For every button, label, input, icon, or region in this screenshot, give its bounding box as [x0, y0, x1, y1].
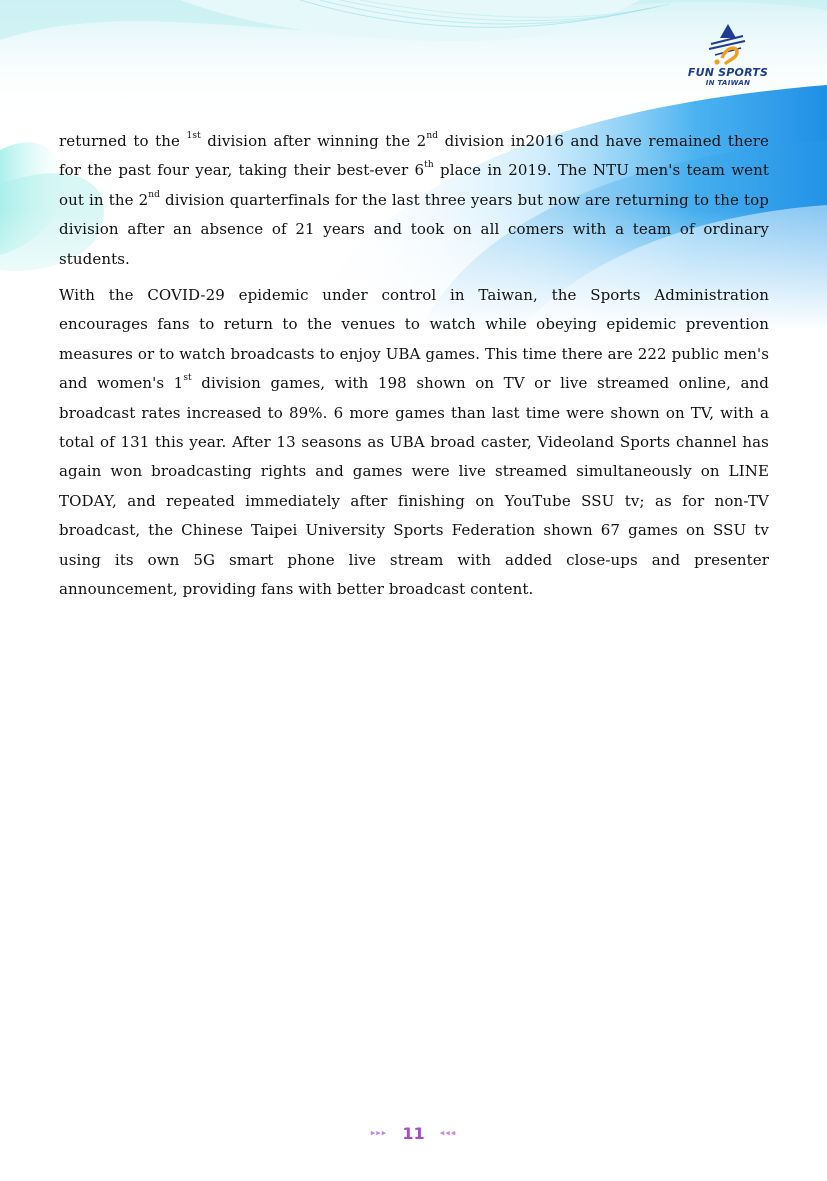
right-arrows-icon: ◂◂◂ [439, 1128, 457, 1139]
paragraph-1 [59, 127, 769, 274]
athlete-emblem-icon [703, 22, 753, 66]
p2-text-2: division games, with 198 shown on TV or live streamed online, and broadcast rates increased to 89%. 6 more games than last time were shown on TV, with a total of 131 this year. After 13 seasons as UBA broad caster, Videoland Sports channel has again won broadcasting rights and games were live streamed simultaneously on LINE TODAY, and repeated immediately after finishing on YouTube SSU tv; as for non-TV broadcast, the Chinese Taipei University Sports Federation shown 67 games on SSU tv using its own 5G smart phone live stream with added close-ups and presenter announcement, providing fans with better broadcast content. [59, 374, 769, 599]
fun-sports-logo [686, 22, 770, 92]
p1-text-5: division quarterfinals for the last three years but now are returning to the top division after an absence of 21 years and took on all comers with a team of ordinary students. [59, 190, 769, 268]
p1-superscript-2: nd [426, 131, 439, 141]
p1-text-3: division in2016 and have remained there for the past four year, taking their best-ever 6 [59, 132, 769, 180]
page-footer [0, 1123, 827, 1143]
p1-text-4: place in 2019. The NTU men's team went out in the 2 [59, 161, 769, 209]
paragraph-2 [59, 281, 769, 604]
p1-superscript-4: nd [148, 189, 161, 200]
p1-text-2: division after winning the 2 [200, 132, 427, 150]
logo-subtitle: IN TAIWAN [705, 79, 751, 87]
p1-text-1: returned to the [59, 132, 187, 150]
page-number: 11 [402, 1124, 425, 1143]
logo-title: FUN SPORTS [687, 66, 769, 79]
left-arrows-icon: ▸▸▸ [370, 1128, 388, 1139]
p1-superscript-3: th [424, 160, 434, 171]
p1-superscript-1: 1st [186, 131, 201, 141]
article-body [59, 127, 769, 612]
p2-text-1: With the COVID-29 epidemic under control in Taiwan, the Sports Administration encourages fans to return to the venues to watch while obeying epidemic prevention measures or to watch broadcasts to enjoy UBA games. This time there are 222 public men's and women's 1 [59, 286, 769, 393]
p2-superscript-1: st [183, 373, 192, 384]
